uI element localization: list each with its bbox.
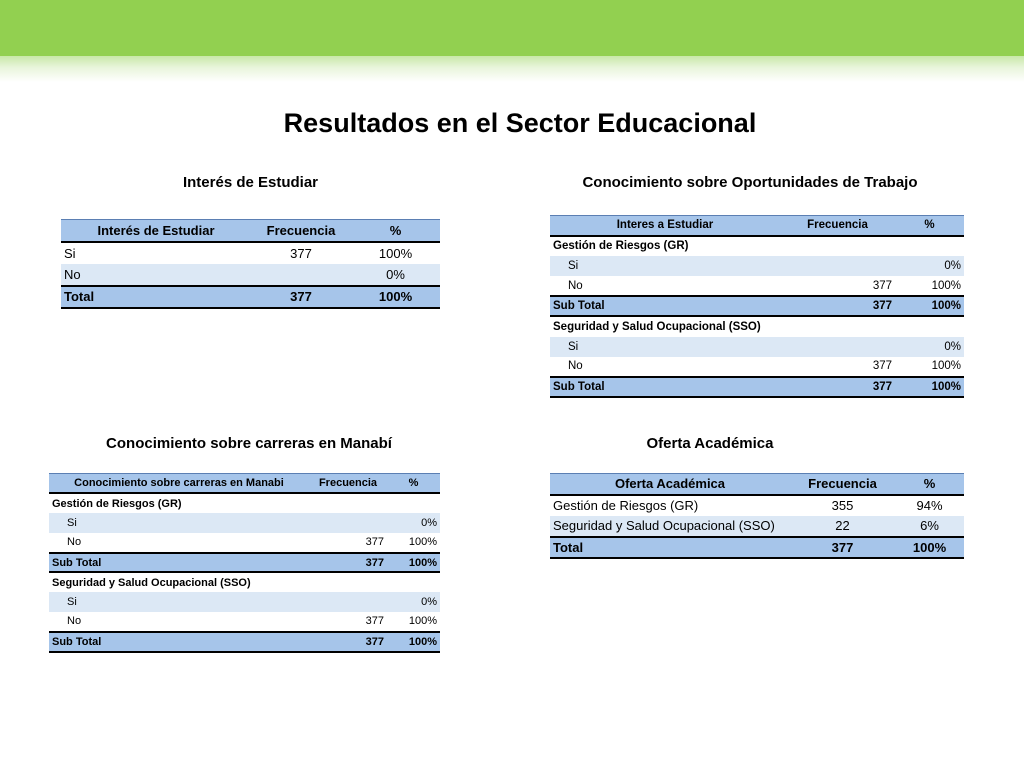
col-header-pct: % (351, 220, 440, 242)
table-total-row (550, 537, 964, 558)
row-label: Si (49, 513, 309, 533)
col-header-label: Conocimiento sobre carreras en Manabi (49, 474, 309, 494)
row-label: Gestión de Riesgos (GR) (550, 495, 790, 516)
col-header-freq: Frecuencia (309, 474, 387, 494)
group-name: Gestión de Riesgos (GR) (550, 236, 964, 256)
row-freq: 377 (251, 242, 351, 264)
table-row (49, 533, 440, 553)
table-header-row (61, 220, 440, 242)
section1-title: Interés de Estudiar (182, 174, 319, 191)
group-name: Gestión de Riesgos (GR) (49, 493, 440, 513)
table-row (49, 612, 440, 632)
section2-title: Conocimiento sobre Oportunidades de Trabajo (582, 174, 918, 191)
group-row (49, 493, 440, 513)
table-row (61, 242, 440, 264)
row-pct: 100% (387, 612, 440, 632)
col-header-label: Oferta Académica (550, 474, 790, 495)
row-label: Si (61, 242, 251, 264)
subtotal-label: Sub Total (49, 632, 309, 652)
group-name: Seguridad y Salud Ocupacional (SSO) (49, 572, 440, 592)
col-header-pct: % (387, 474, 440, 494)
table-total-row (61, 286, 440, 308)
row-freq (309, 513, 387, 533)
subtotal-row (550, 296, 964, 316)
subtotal-pct: 100% (387, 632, 440, 652)
row-freq: 377 (309, 533, 387, 553)
row-pct: 0% (387, 513, 440, 533)
table-row (550, 516, 964, 537)
row-pct: 94% (895, 495, 964, 516)
table-row (49, 592, 440, 612)
table-row (550, 337, 964, 357)
row-label: No (61, 264, 251, 286)
table-row (550, 276, 964, 296)
oferta-academica-table (550, 473, 964, 559)
total-freq: 377 (251, 286, 351, 308)
col-header-freq: Frecuencia (251, 220, 351, 242)
top-accent-bar (0, 0, 1024, 56)
group-name: Seguridad y Salud Ocupacional (SSO) (550, 316, 964, 336)
table-row (49, 513, 440, 533)
row-label: Si (550, 256, 780, 276)
row-freq: 377 (780, 276, 895, 296)
col-header-pct: % (895, 216, 964, 236)
subtotal-freq: 377 (780, 296, 895, 316)
subtotal-freq: 377 (309, 553, 387, 573)
subtotal-label: Sub Total (550, 377, 780, 397)
row-freq (780, 256, 895, 276)
total-label: Total (61, 286, 251, 308)
table-header-row (49, 474, 440, 494)
row-pct: 6% (895, 516, 964, 537)
total-label: Total (550, 537, 790, 558)
top-accent-fade (0, 56, 1024, 82)
col-header-label: Interes a Estudiar (550, 216, 780, 236)
row-pct: 0% (895, 337, 964, 357)
row-label: No (550, 276, 780, 296)
table-header-row (550, 216, 964, 236)
group-row (550, 316, 964, 336)
row-freq: 22 (790, 516, 895, 537)
row-pct: 0% (387, 592, 440, 612)
subtotal-freq: 377 (309, 632, 387, 652)
row-freq: 355 (790, 495, 895, 516)
row-freq: 377 (780, 357, 895, 377)
subtotal-label: Sub Total (49, 553, 309, 573)
row-pct: 100% (895, 357, 964, 377)
col-header-freq: Frecuencia (790, 474, 895, 495)
table-row (61, 264, 440, 286)
subtotal-pct: 100% (387, 553, 440, 573)
carreras-manabi-table (49, 473, 440, 653)
section4-title: Oferta Académica (646, 435, 774, 452)
col-header-freq: Frecuencia (780, 216, 895, 236)
row-label: No (49, 612, 309, 632)
subtotal-pct: 100% (895, 296, 964, 316)
subtotal-row (49, 553, 440, 573)
row-label: No (550, 357, 780, 377)
col-header-pct: % (895, 474, 964, 495)
page-title: Resultados en el Sector Educacional (283, 108, 757, 138)
row-label: Si (550, 337, 780, 357)
subtotal-row (49, 632, 440, 652)
table-row (550, 256, 964, 276)
row-label: Seguridad y Salud Ocupacional (SSO) (550, 516, 790, 537)
total-pct: 100% (895, 537, 964, 558)
col-header-label: Interés de Estudiar (61, 220, 251, 242)
row-pct: 100% (895, 276, 964, 296)
row-freq (309, 592, 387, 612)
row-freq (251, 264, 351, 286)
row-pct: 0% (351, 264, 440, 286)
subtotal-pct: 100% (895, 377, 964, 397)
table-row (550, 357, 964, 377)
row-pct: 100% (351, 242, 440, 264)
total-pct: 100% (351, 286, 440, 308)
section3-title: Conocimiento sobre carreras en Manabí (106, 435, 392, 452)
table-header-row (550, 474, 964, 495)
table-row (550, 495, 964, 516)
row-pct: 100% (387, 533, 440, 553)
row-freq (780, 337, 895, 357)
group-row (49, 572, 440, 592)
row-freq: 377 (309, 612, 387, 632)
subtotal-label: Sub Total (550, 296, 780, 316)
row-label: Si (49, 592, 309, 612)
row-label: No (49, 533, 309, 553)
group-row (550, 236, 964, 256)
total-freq: 377 (790, 537, 895, 558)
interes-estudiar-table (61, 219, 440, 309)
row-pct: 0% (895, 256, 964, 276)
subtotal-freq: 377 (780, 377, 895, 397)
oportunidades-trabajo-table (550, 215, 964, 398)
subtotal-row (550, 377, 964, 397)
